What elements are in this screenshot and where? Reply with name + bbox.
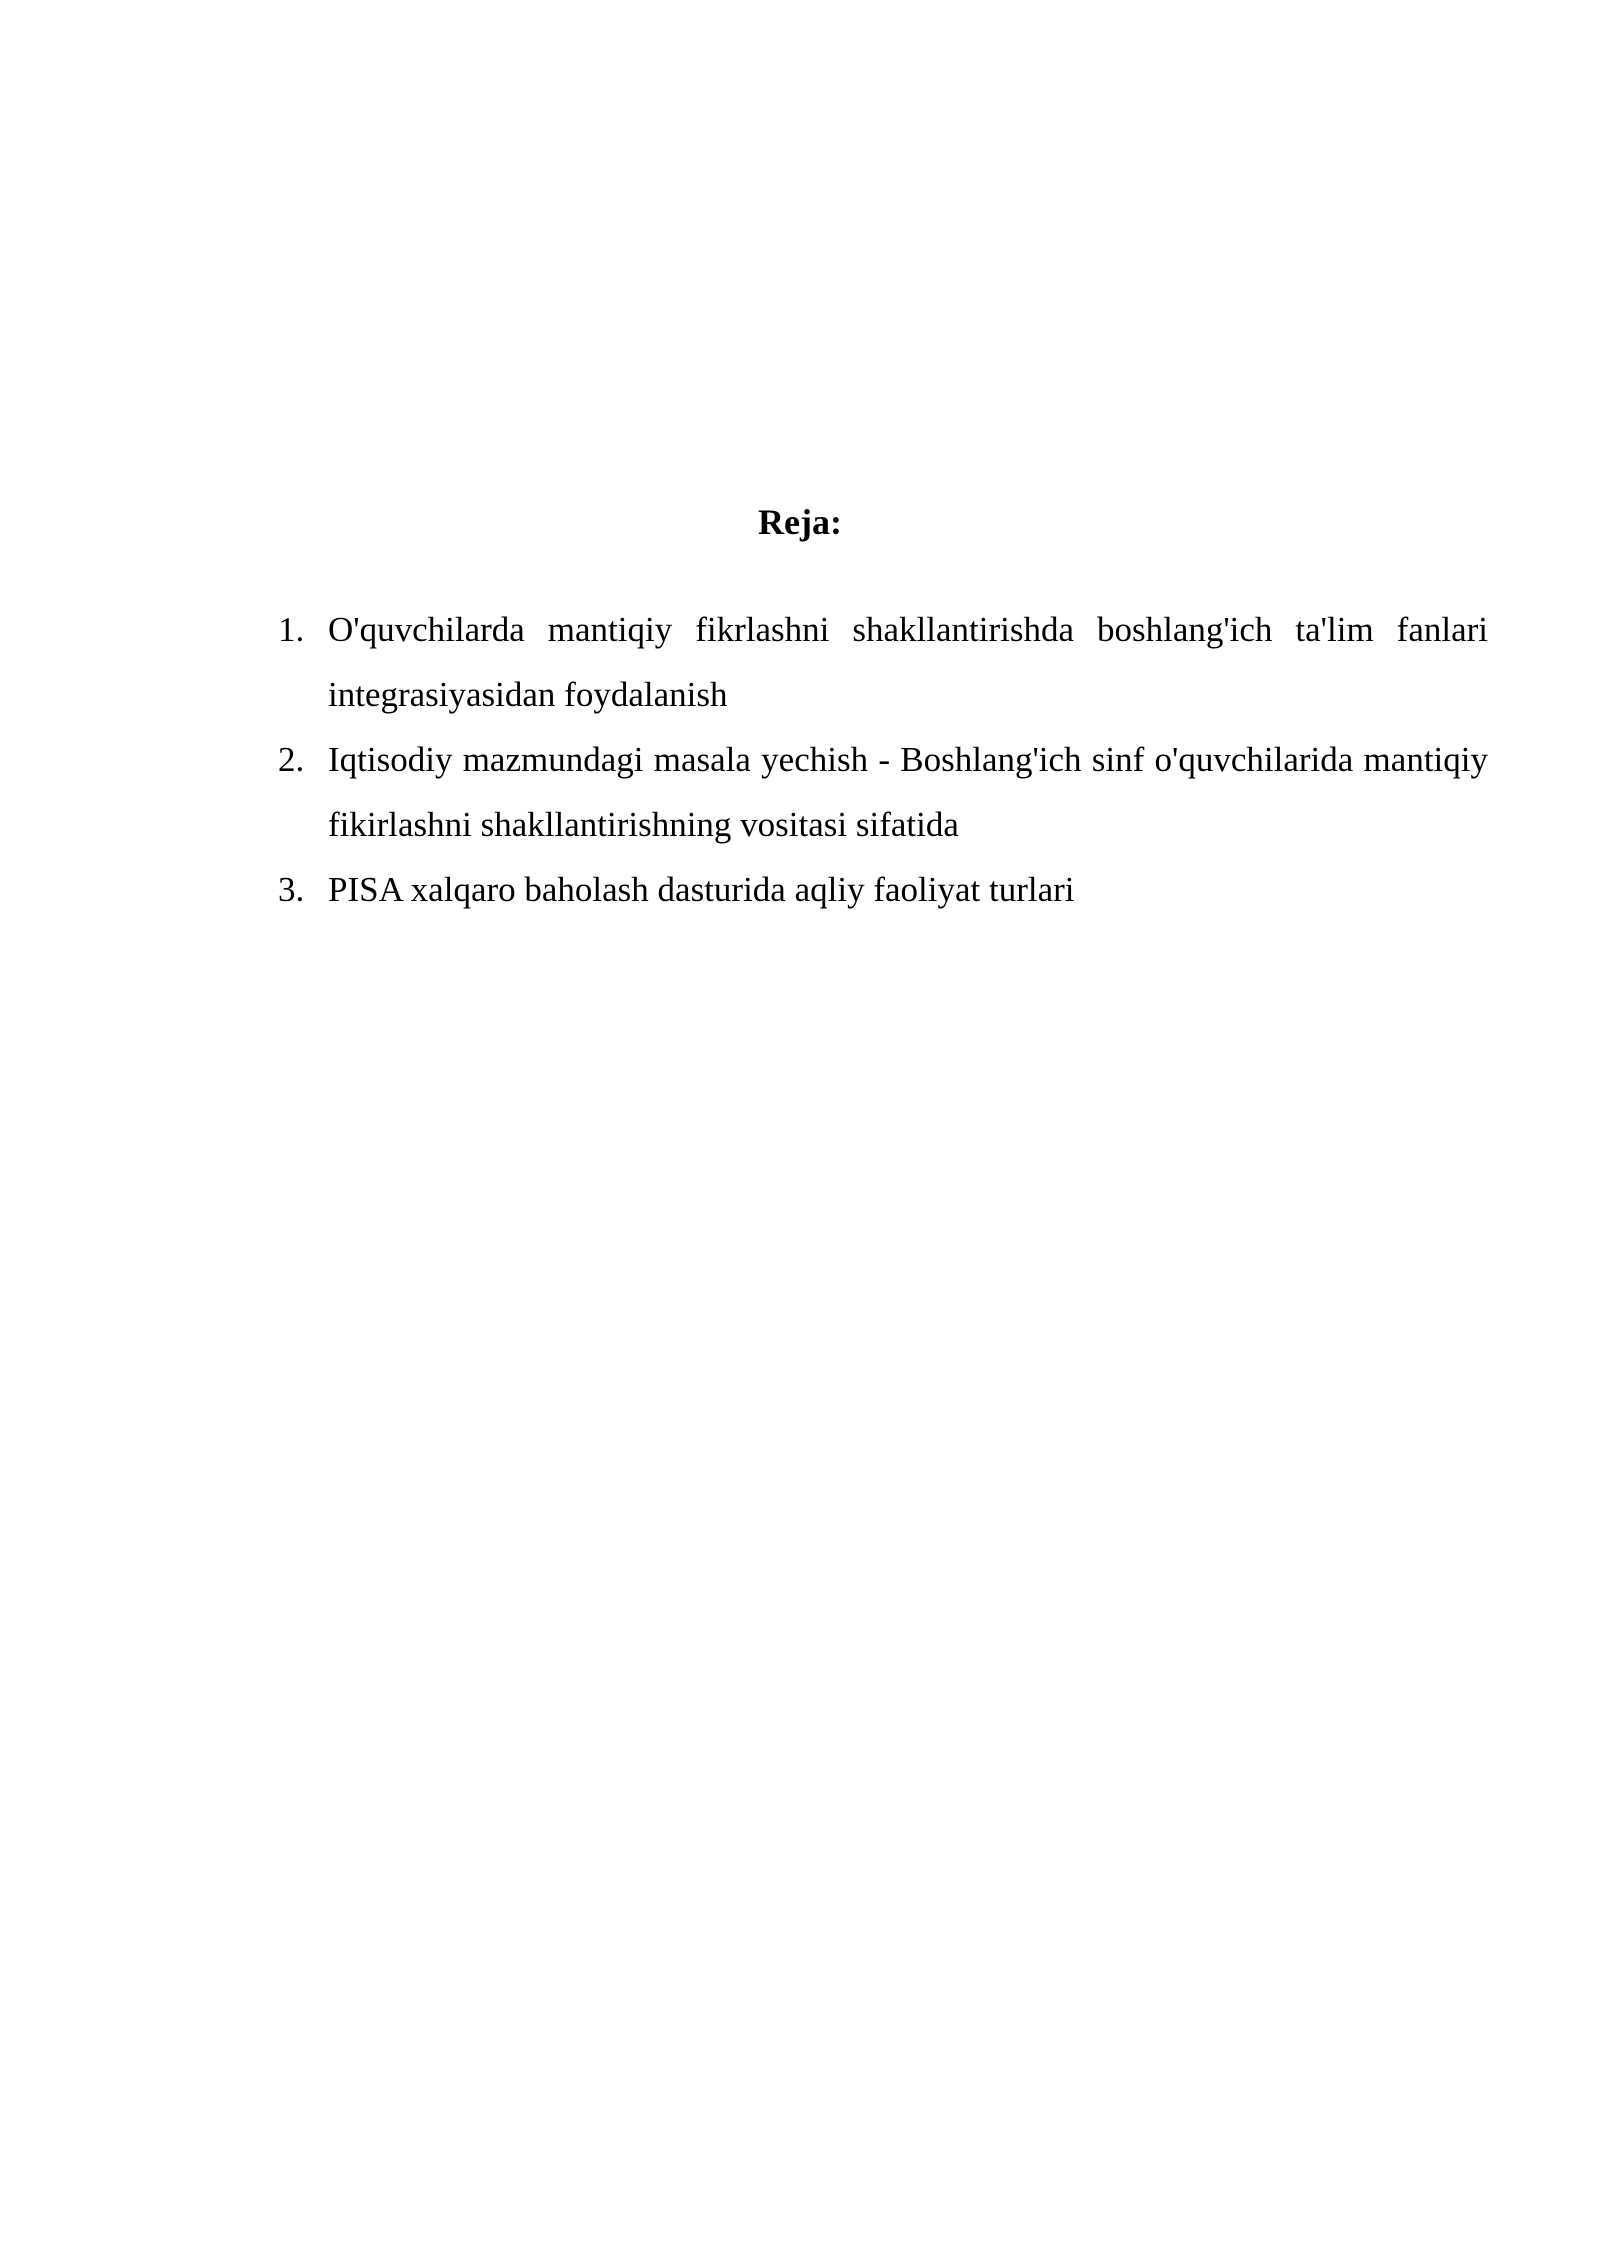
list-item-number: 1.	[278, 610, 305, 649]
list-item-text: Iqtisodiy mazmundagi masala yechish - Boshlang'ich sinf o'quvchilarida mantiqiy fikirlashni shakllantirishning vositasi sifatida	[328, 740, 1488, 844]
list-item-number: 2.	[278, 740, 305, 779]
list-item	[270, 727, 1488, 857]
page-title: Reja:	[758, 502, 842, 542]
list-item-text: O'quvchilarda mantiqiy fikrlashni shakllantirishda boshlang'ich ta'lim fanlari integrasiyasidan foydalanish	[328, 610, 1488, 714]
list-item	[270, 597, 1488, 727]
list-item-number: 3.	[278, 870, 305, 909]
list-item	[270, 857, 1488, 922]
list-item-text: PISA xalqaro baholash dasturida aqliy faoliyat turlari	[328, 870, 1075, 909]
plan-list	[270, 597, 1488, 922]
